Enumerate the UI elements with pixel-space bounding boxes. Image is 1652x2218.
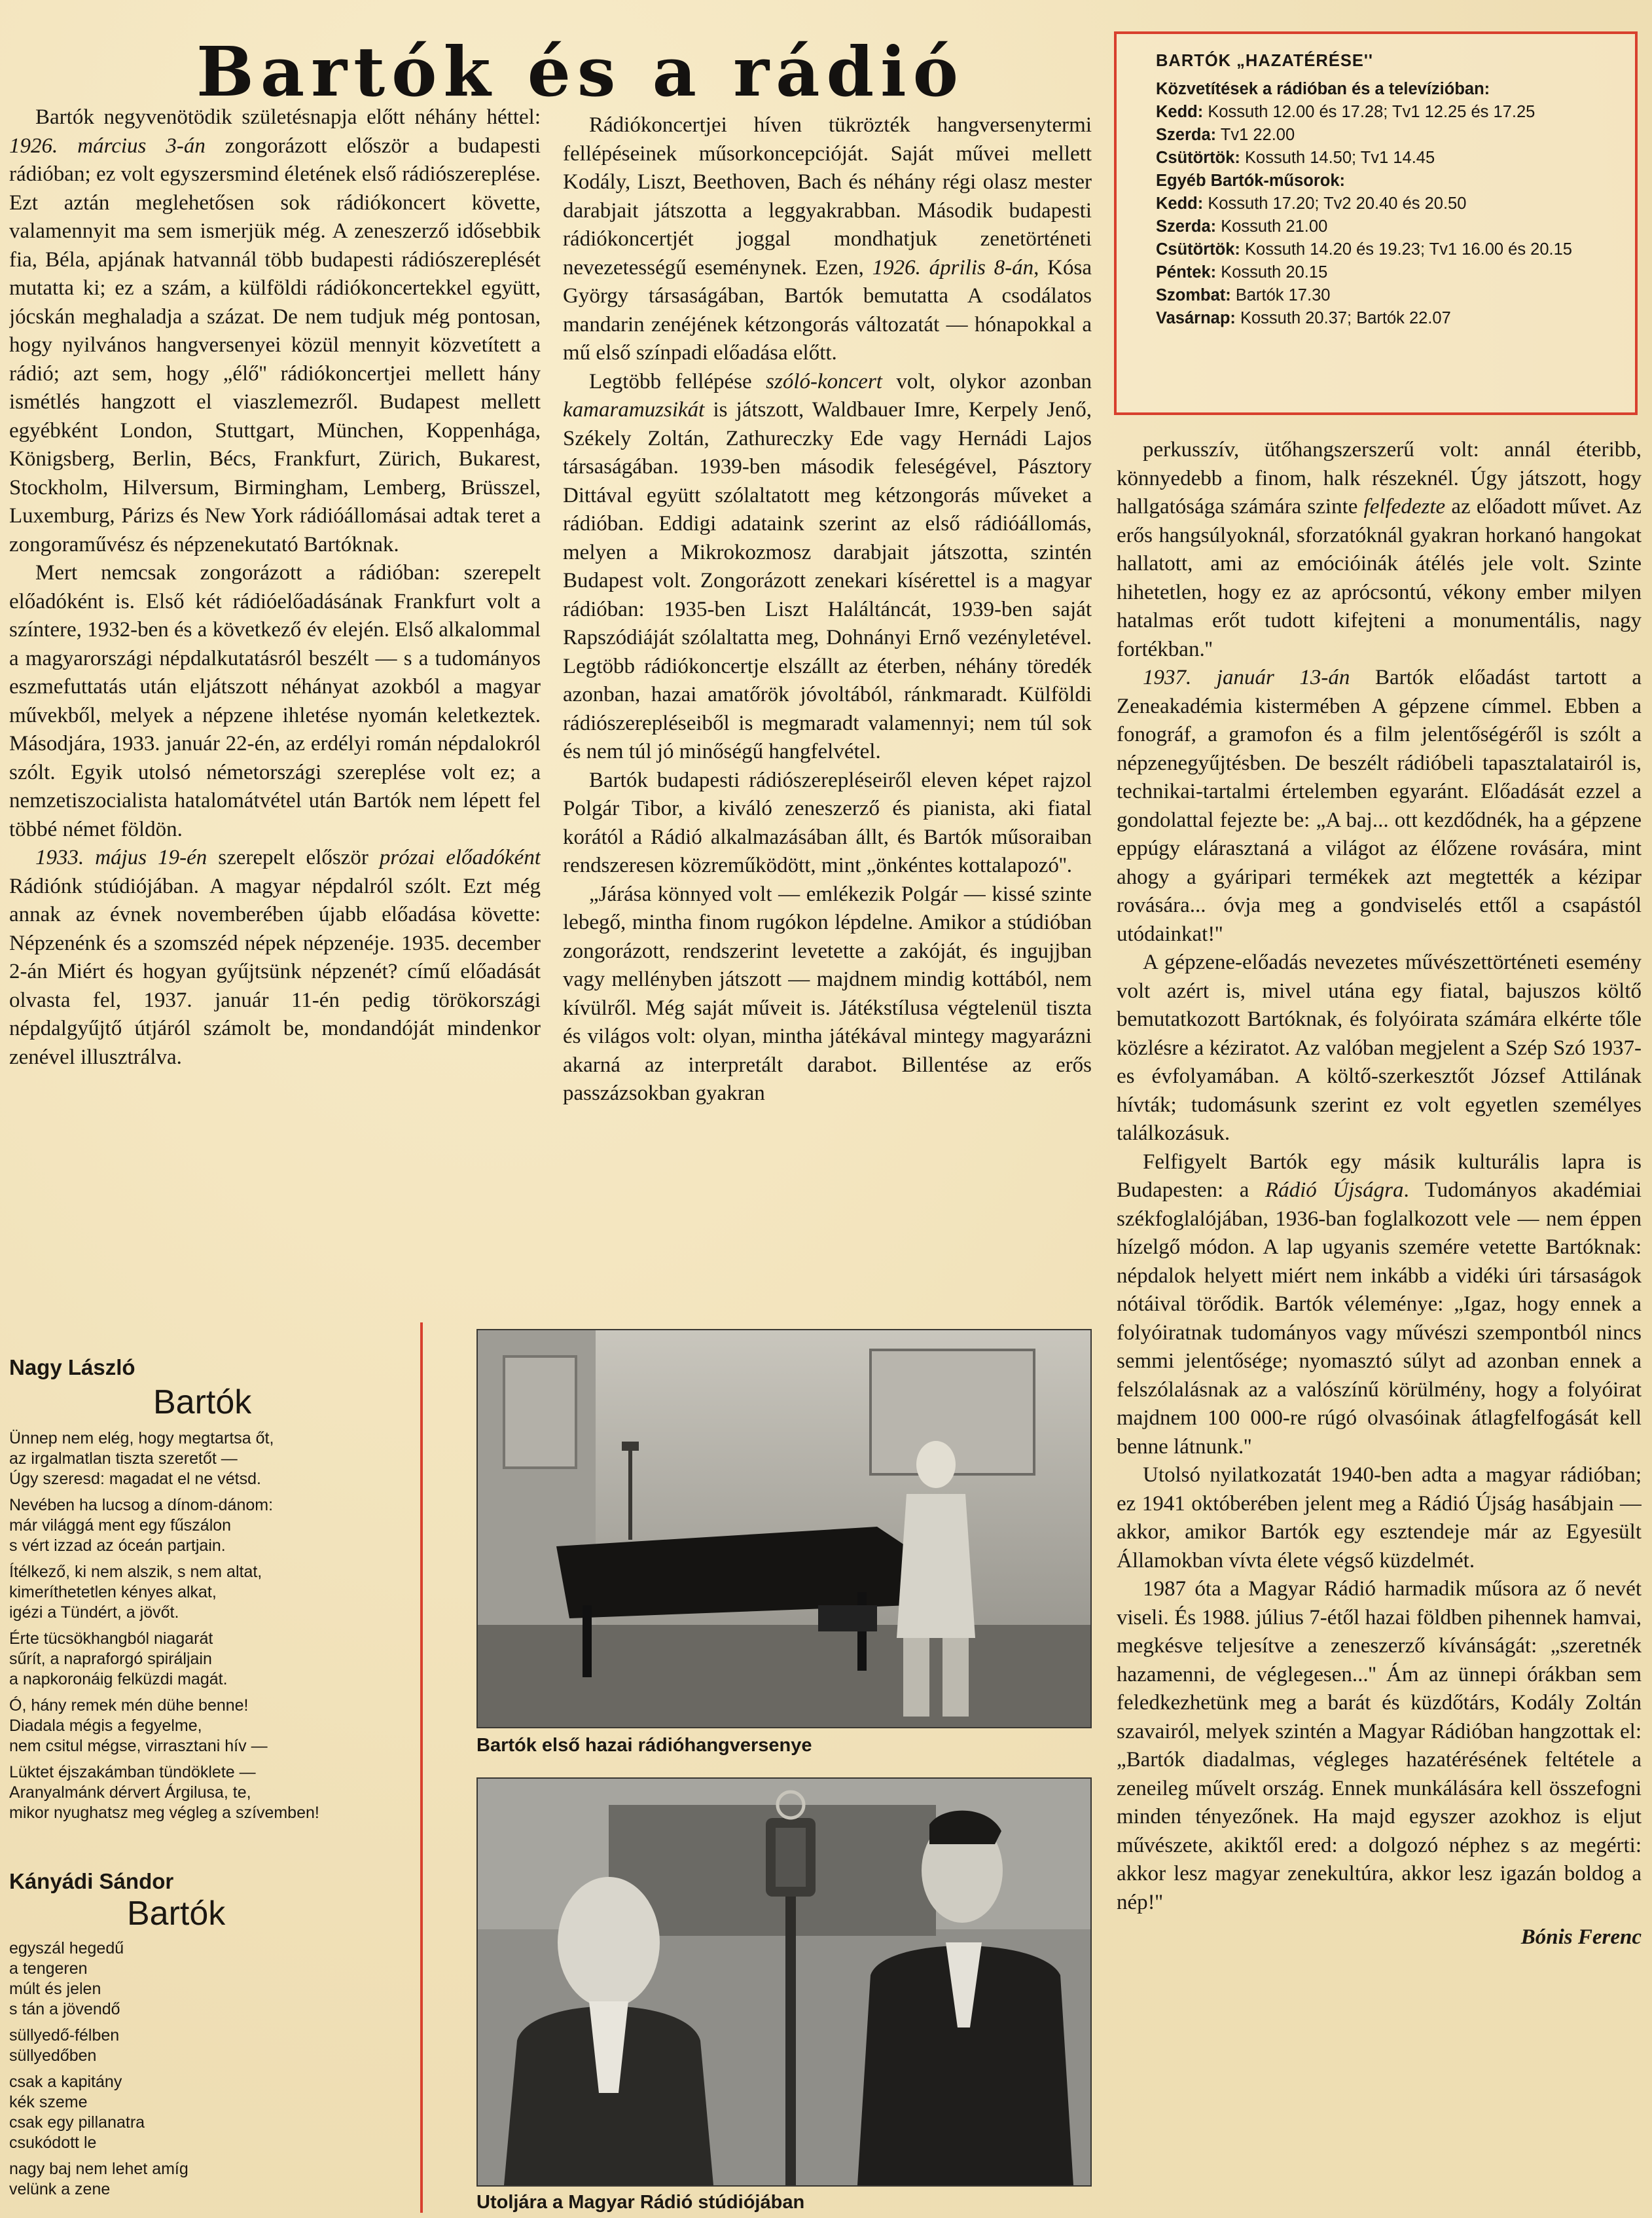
poem-lines xyxy=(9,1938,415,2200)
poem-line: s vért izzad az óceán partjain. xyxy=(9,1536,226,1555)
schedule-times: Kossuth 17.20; Tv2 20.40 és 20.50 xyxy=(1203,194,1467,213)
article-paragraph: 1987 óta a Magyar Rádió harmadik műsora az ő nevét viseli. És 1988. július 7-étől hazai földben pihennek hamvai, megkésve teljesítve a zeneszerző kívánságát: „szeretnék hazamenni, de véglegesen...'' Ám az ünnepi órákban sem feledkezhetünk meg a barát és küzdőtárs, Kodály Zoltán szavairól, melyek szintén a Magyar Rádióban hangzottak el: „Bartók diadalmas, végleges hazatérésének feltétele a zeneileg művelt ország. Ennek munkálására kell összefogni minden tényezőnek. Ha majd egyszer azokhoz is eljut művészete, akiktől ered: a dolgozó néphez s az megérti: akkor lesz magyar zenekultúra, akkor lesz igazán boldog a nép!'' xyxy=(1117,1577,1642,1914)
photo-studio-illustration xyxy=(478,1779,1090,2185)
photo-first-radio-concert xyxy=(476,1329,1092,1728)
poem-line: Ünnep nem elég, hogy megtartsa őt, xyxy=(9,1429,274,1447)
photo-last-studio xyxy=(476,1777,1092,2187)
poem-stanza xyxy=(9,2072,415,2153)
schedule-day: Csütörtök: xyxy=(1156,149,1240,167)
article-paragraph: Mert nemcsak zongorázott a rádióban: szerepelt előadóként is. Első két rádióelőadásának Frankfurt volt a színtere, 1932-ben és a következő év elején. Első alkalommal a magyarországi népdalkutatásról beszélt — s a tudományos eszmefuttatás után eljátszott néhányat azokból a magyar művekből, melyek a népzene ihletése nyomán keletkeztek. Másodjára, 1933. január 22-én, az erdélyi román népdalokról szólt. Egyik utolsó németországi szereplése volt ez; a nemzetiszocialista hatalomátvétel után Bartók nem lépett fel többé német földön. xyxy=(9,561,541,841)
poem-line: Aranyalmánk dérvert Árgilusa, te, xyxy=(9,1783,251,1802)
poem-stanza xyxy=(9,1562,415,1623)
photo-caption-2: Utoljára a Magyar Rádió stúdiójában xyxy=(476,2192,805,2213)
poem-line: Lüktet éjszakámban tündöklete — xyxy=(9,1763,256,1781)
article-title: Bartók és a rádió xyxy=(196,31,965,112)
schedule-row xyxy=(1156,101,1615,124)
poem-stanza xyxy=(9,1629,415,1690)
schedule-section-broadcasts: Közvetítések a rádióban és a televízióban: xyxy=(1156,80,1490,98)
poem-line: nem csitul mégse, virrasztani hív — xyxy=(9,1737,268,1755)
schedule-list-other xyxy=(1156,192,1615,330)
poem-stanza xyxy=(9,2026,415,2066)
poem-line: s tán a jövendő xyxy=(9,2000,120,2018)
article-paragraph: „Járása könnyed volt — emlékezik Polgár — kissé szinte lebegő, mintha finom rugókon lépdelne. Amikor a stúdióban zongorázott, rendszerint levetette a zakóját, és ingujjban vagy mellényben játszott — majdnem mindig kottából, nem kívülről. Még saját műveit is. Játékstílusa végtelenül tiszta és világos volt: olyan, mintha játékával mintegy magyarázni akarná az interpretált darabot. Billentése az erős passzázsokban gyakran xyxy=(563,882,1092,1105)
article-paragraph: Bartók negyvenötödik születésnapja előtt néhány héttel: 1926. március 3-án zongorázott először a budapesti rádióban; ez volt egyszersmind életének első rádiószereplése. Ezt aztán meglehetősen sok rádiókoncert követte, valamennyit ma sem ismerjük még. A zeneszerző idősebbik fia, Béla, apjának hatvannál több budapesti rádiószereplését mutatta ki; ez a szám, a külföldi rádiókoncertekkel együtt, jócskán meghaladja a százat. De nem tudjuk még pontosan, hogy nyilvános hangversenyei közül mennyit közvetített a rádió; azt sem, hogy „élő'' rádiókoncertjei mellett hány ismétlés hangzott el viaszlemezről. Budapest mellett egyébként London, Stuttgart, München, Koppenhága, Königsberg, Berlin, Bécs, Frankfurt, Zürich, Bukarest, Stockholm, Hilversum, Birmingham, Lemberg, Brüsszel, Luxemburg, Párizs és New York rádióállomásai adtak teret a zongoraművész és népzenekutató Bartóknak. xyxy=(9,105,541,556)
poem-line: Ítélkező, ki nem alszik, s nem altat, xyxy=(9,1563,262,1581)
poem-line: csak egy pillanatra xyxy=(9,2113,145,2132)
poem-stanza xyxy=(9,1428,415,1489)
photo-concert-illustration xyxy=(478,1330,1090,1727)
schedule-row xyxy=(1156,147,1615,170)
article-paragraph: 1937. január 13-án Bartók előadást tartott a Zeneakadémia kistermében A gépzene címmel. Ebben a fonográf, a gramofon és a film jelentőségéről is szólt a népzenegyűjtésben. De beszélt rádióbeli tapasztalatairól is, technikai-tartalmi értelemben egyaránt. Előadását ezzel a gondolattal fejezte be: „A baj... ott kezdődnék, ha a gépzene eppúgy elárasztaná a világot az élőzene rovására, mint ahogy a gyáripari termékek azt megtették a kézipar rovására... óvja meg a gondviselés ettől a csapástól utódainkat!'' xyxy=(1117,666,1642,946)
schedule-row xyxy=(1156,261,1615,284)
article-paragraph: A gépzene-előadás nevezetes művészettörténeti esemény volt azért is, mivel utána egy fiatal, bajuszos költő bemutatkozott Bartóknak, és folyóirata számára elkérte tőle közlésre a kéziratot. Az valóban megjelent a Szép Szó 1937-es évfolyamában. A költő-szerkesztőt József Attilának hívták; tudomásunk szerint ez volt egyetlen személyes találkozásuk. xyxy=(1117,951,1642,1145)
schedule-row xyxy=(1156,238,1615,261)
poem-author: Nagy László xyxy=(9,1355,135,1379)
poem-line: csukódott le xyxy=(9,2134,97,2152)
poem-line: velünk a zene xyxy=(9,2180,111,2198)
article-paragraph: Utolsó nyilatkozatát 1940-ben adta a magyar rádióban; ez 1941 októberében jelent meg a Rádió Újság hasábjain — akkor, amikor Bartók egy esztendeje már az Egyesült Államokban vívta élete végső küzdelmét. xyxy=(1117,1463,1642,1573)
broadcast-schedule-box xyxy=(1114,31,1638,415)
poem-line: nagy baj nem lehet amíg xyxy=(9,2160,189,2178)
poem-kanyadi-sandor xyxy=(9,1869,415,2206)
poem-line: sűrít, a napraforgó spiráljain xyxy=(9,1650,212,1668)
poem-line: Diadala mégis a fegyelme, xyxy=(9,1717,202,1735)
schedule-times: Kossuth 20.37; Bartók 22.07 xyxy=(1235,309,1451,327)
schedule-day: Kedd: xyxy=(1156,194,1204,213)
schedule-section-other: Egyéb Bartók-műsorok: xyxy=(1156,172,1346,190)
poem-lines xyxy=(9,1428,415,1823)
poem-line: mikor nyughatsz meg végleg a szívemben! xyxy=(9,1804,319,1822)
schedule-times: Tv1 22.00 xyxy=(1216,126,1295,144)
article-column-2 xyxy=(563,111,1092,1316)
poem-line: kimeríthetetlen kényes alkat, xyxy=(9,1583,217,1601)
poem-stanza xyxy=(9,1495,415,1556)
schedule-times: Kossuth 14.50; Tv1 14.45 xyxy=(1240,149,1435,167)
poem-line: Érte tücsökhangból niagarát xyxy=(9,1629,213,1648)
poem-line: igézi a Tündért, a jövőt. xyxy=(9,1603,179,1622)
article-paragraph: 1933. május 19-én szerepelt először prózai előadóként Rádiónk stúdiójában. A magyar népdalról szólt. Ezt még annak az évnek novemberében újabb előadása követte: Népzenénk és a szomszéd népek népzenéje. 1935. december 2-án Miért és hogyan gyűjtsünk népzenét? című előadását olvasta fel, 1937. január 11-én pedig törökországi népdalgyűjtő útjáról számolt be, mondandóját mindenkor zenével illusztrálva. xyxy=(9,846,541,1069)
schedule-row xyxy=(1156,284,1615,307)
schedule-day: Szombat: xyxy=(1156,286,1231,304)
schedule-row xyxy=(1156,307,1615,330)
poem-title: Bartók xyxy=(153,1383,252,1421)
article-paragraph: Legtöbb fellépése szóló-koncert volt, olykor azonban kamaramuzsikát is játszott, Waldbauer Imre, Kerpely Jenő, Székely Zoltán, Zathureczky Ede vagy Hernádi Lajos társaságában. 1939-ben második feleségével, Pásztory Dittával együtt szólaltatott meg kétzongorás műveket a rádióban. Eddigi adataink szerint az első rádióállomás, melyen a Mikrokozmosz darabjait játszotta, szintén Budapest volt. Zongorázott zenekari kísérettel is a magyar rádióban: 1935-ben Liszt Haláltáncát, 1939-ben saját Rapszódiáját szólaltatta meg, Dohnányi Ernő vezényletével. Legtöbb rádiókoncertje elszállt az éterben, néhány töredék azonban, hazai amatőrök jóvoltából, ránkmaradt. Külföldi rádiószerepléseiből is megmaradt valamennyi; nem túl sok és nem túl jó minőségű hangfelvétel. xyxy=(563,369,1092,763)
schedule-day: Vasárnap: xyxy=(1156,309,1236,327)
poem-line: múlt és jelen xyxy=(9,1980,101,1998)
article-column-3 xyxy=(1117,436,1642,2210)
poem-line: Nevében ha lucsog a dínom-dánom: xyxy=(9,1496,274,1514)
poem-line: süllyedő-félben xyxy=(9,2026,120,2045)
poem-line: süllyedőben xyxy=(9,2046,97,2065)
schedule-day: Csütörtök: xyxy=(1156,240,1240,259)
schedule-row xyxy=(1156,124,1615,147)
article-paragraph: Rádiókoncertjei híven tükrözték hangversenytermi fellépéseinek műsorkoncepcióját. Saját művei mellett Kodály, Liszt, Beethoven, Bach és néhány régi olasz mester darabjait játszotta a leggyakrabban. Második budapesti rádiókoncertjét joggal mondhatjuk zenetörténeti nevezetességű eseménynek. Ezen, 1926. április 8-án, Kósa György társaságában, Bartók bemutatta A csodálatos mandarin zenéjének kétzongorás változatát — hónapokkal a mű első színpadi előadása előtt. xyxy=(563,113,1092,365)
poem-line: az irgalmatlan tiszta szeretőt — xyxy=(9,1449,238,1468)
red-divider-line xyxy=(420,1322,423,2213)
schedule-times: Kossuth 14.20 és 19.23; Tv1 16.00 és 20.15 xyxy=(1240,240,1572,259)
poem-stanza xyxy=(9,1938,415,2020)
poem-line: már világgá ment egy fűszálon xyxy=(9,1516,232,1535)
poem-line: Úgy szeresd: magadat el ne vétsd. xyxy=(9,1470,261,1488)
poem-stanza xyxy=(9,1696,415,1756)
schedule-day: Szerda: xyxy=(1156,217,1217,236)
schedule-heading: BARTÓK „HAZATÉRÉSE'' xyxy=(1156,52,1373,70)
article-column-1 xyxy=(9,103,541,1308)
schedule-times: Kossuth 12.00 és 17.28; Tv1 12.25 és 17.25 xyxy=(1203,103,1535,121)
schedule-day: Kedd: xyxy=(1156,103,1204,121)
article-signature: Bónis Ferenc xyxy=(1520,1925,1642,1949)
article-paragraph: Felfigyelt Bartók egy másik kulturális lapra is Budapesten: a Rádió Újságra. Tudományos akadémiai székfoglalójában, 1936-ban foglalkozott vele — nem éppen hízelgő módon. A lap ugyanis szemére vetette Bartóknak: népdalok helyett miért nem inkább a vidéki úri társaságok nótáival törődik. Bartók véleménye: „Igaz, hogy ennek a folyóiratnak tudományos vagy művészi szempontból nincs semmi jelentősége; nyomasztó súlyt ad azonban ennek a felszólalásnak az a valószínű körülmény, hogy a folyóirat majdnem 100 000-re rúgó olvasóinak átlagfelfogását kell benne látnunk.'' xyxy=(1117,1150,1642,1459)
schedule-times: Kossuth 20.15 xyxy=(1216,263,1328,282)
poem-line: csak a kapitány xyxy=(9,2073,122,2091)
poem-stanza xyxy=(9,2159,415,2200)
article-column-3-text xyxy=(1117,436,1642,1917)
schedule-list-broadcasts xyxy=(1156,101,1615,170)
photo-caption-1: Bartók első hazai rádióhangversenye xyxy=(476,1735,812,1756)
poem-line: Ó, hány remek mén dühe benne! xyxy=(9,1696,249,1715)
article-paragraph: perkusszív, ütőhangszerszerű volt: annál éteribb, könnyedebb a finom, halk részeknél. Úgy játszott, hogy hallgatósága számára szinte felfedezte az előadott művet. Az erős hangsúlyoknál, sforzatóknál gyakran horkanó hangokat hallatott, ami az emócióinák átélés jele volt. Szinte hihetetlen, hogy ez az aprócsontú, vékony ember milyen hatalmas erőt tudott kifejteni a monumentális, nagy fortékban.'' xyxy=(1117,438,1642,661)
schedule-row xyxy=(1156,215,1615,238)
poem-stanza xyxy=(9,1762,415,1823)
schedule-row xyxy=(1156,192,1615,215)
poem-title: Bartók xyxy=(127,1895,226,1933)
poem-line: egyszál hegedű xyxy=(9,1939,124,1957)
poem-line: a tengeren xyxy=(9,1959,88,1978)
poem-author: Kányádi Sándor xyxy=(9,1869,174,1893)
schedule-day: Szerda: xyxy=(1156,126,1217,144)
schedule-times: Kossuth 21.00 xyxy=(1216,217,1328,236)
schedule-times: Bartók 17.30 xyxy=(1230,286,1331,304)
poem-line: kék szeme xyxy=(9,2093,88,2111)
poem-line: a napkoronáig felküzdi magát. xyxy=(9,1670,228,1688)
article-paragraph: Bartók budapesti rádiószerepléseiről eleven képet rajzol Polgár Tibor, a kiváló zeneszerző és pianista, aki fiatal korától a Rádió alkalmazásában állt, és Bartók műsoraiban rendszeresen közreműködött, mint „önkéntes kottalapozó''. xyxy=(563,768,1092,877)
poem-nagy-laszlo xyxy=(9,1355,415,1829)
schedule-day: Péntek: xyxy=(1156,263,1217,282)
